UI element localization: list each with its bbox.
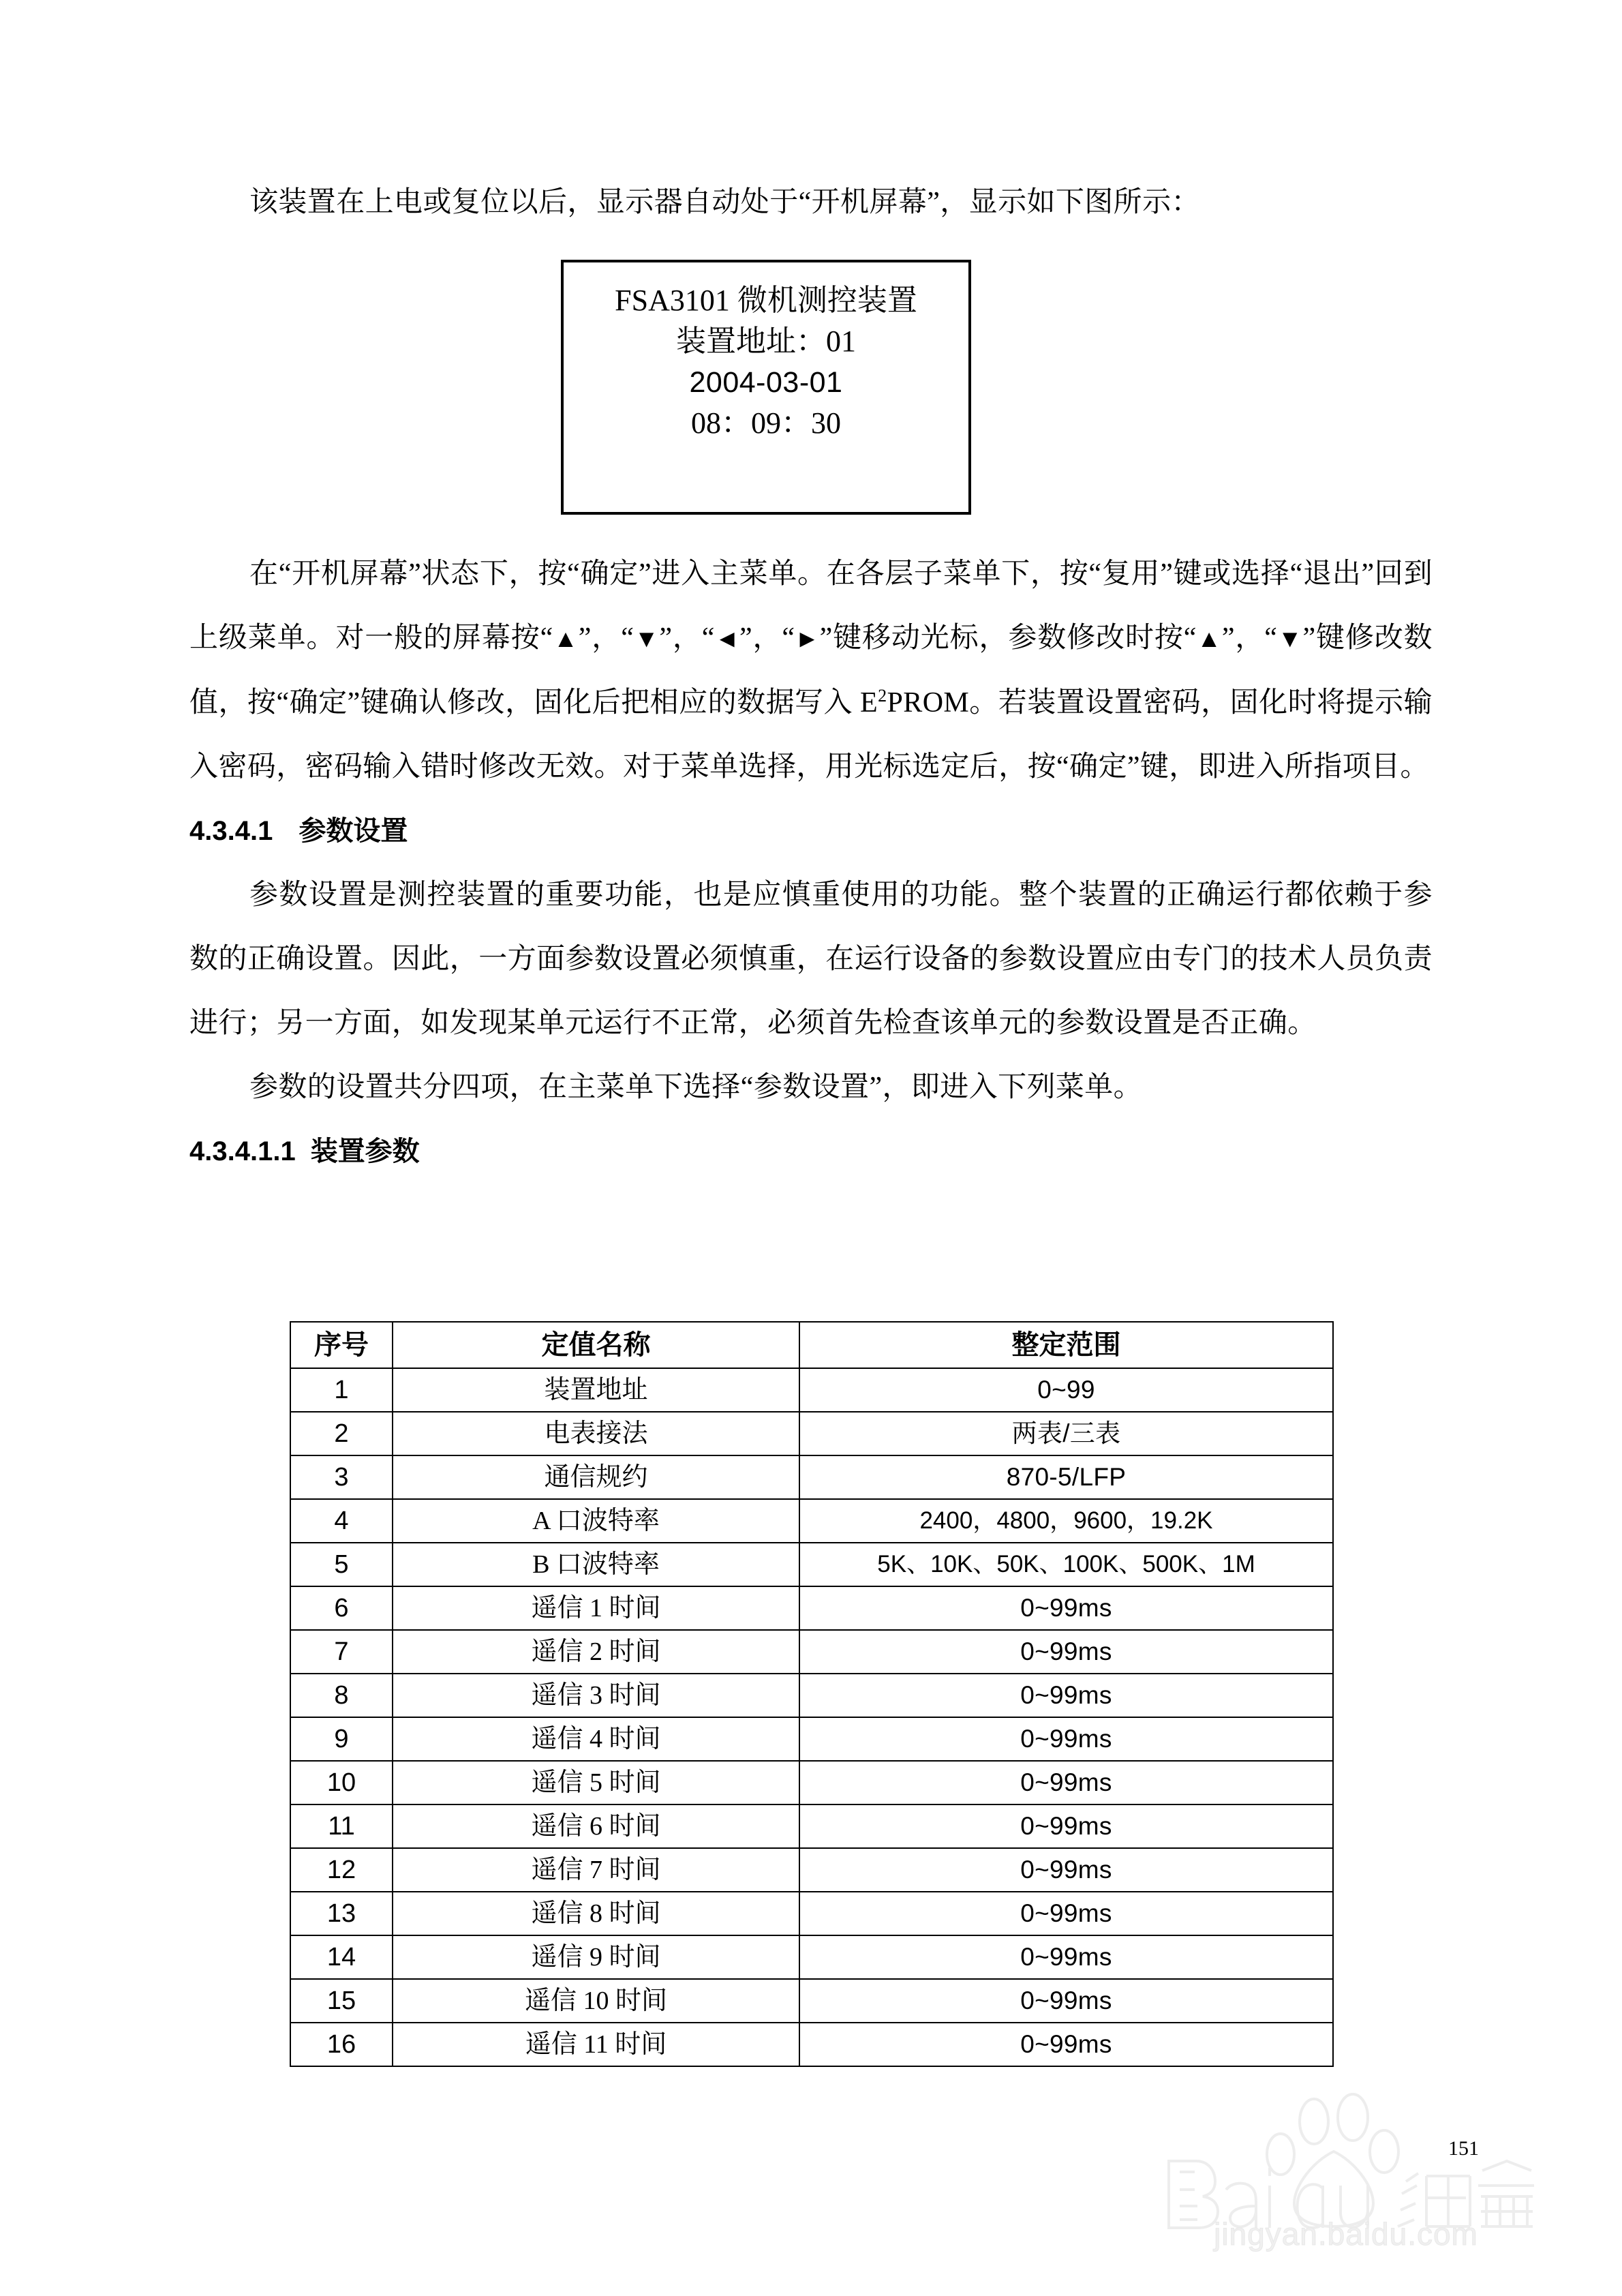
display-address-line: 装置地址：01 (676, 324, 856, 358)
cell-setting-name: 电表接法 (393, 1412, 799, 1455)
cell-setting-name: A 口波特率 (393, 1499, 799, 1543)
superscript-two: 2 (878, 686, 887, 706)
column-header-index: 序号 (290, 1322, 393, 1368)
cell-setting-name: 装置地址 (393, 1368, 799, 1412)
subheading-title: 装置参数 (310, 1136, 420, 1166)
cell-index: 2 (290, 1412, 393, 1455)
arrow-down-icon-2: ▼ (1277, 624, 1303, 652)
cell-index: 9 (290, 1717, 393, 1761)
table-row (290, 2023, 1333, 2066)
cell-index: 12 (290, 1848, 393, 1892)
cell-index: 4 (290, 1499, 393, 1543)
arrow-down-icon: ▼ (634, 624, 660, 652)
cell-setting-name: 遥信 2 时间 (393, 1630, 799, 1674)
cell-setting-range: 0~99ms (799, 1804, 1333, 1848)
op-text-5: ”键移动光标，参数修改时按“ (819, 622, 1197, 654)
device-display-figure (561, 260, 971, 515)
body-section (189, 542, 1433, 1183)
baidu-paw-logo-icon (1155, 2086, 1537, 2229)
cell-index: 7 (290, 1630, 393, 1674)
cell-setting-name: 遥信 4 时间 (393, 1717, 799, 1761)
table-row (290, 1848, 1333, 1892)
cell-setting-range: 5K、10K、50K、100K、500K、1M (799, 1543, 1333, 1586)
display-date-line: 2004-03-01 (689, 366, 843, 399)
table-row (290, 1761, 1333, 1804)
op-text-2: ”，“ (578, 622, 634, 654)
cell-setting-name: B 口波特率 (393, 1543, 799, 1586)
table-row (290, 1543, 1333, 1586)
table-row (290, 1368, 1333, 1412)
operation-paragraph (189, 542, 1433, 799)
cell-setting-range: 0~99ms (799, 1761, 1333, 1804)
cell-setting-name: 遥信 3 时间 (393, 1674, 799, 1717)
cell-setting-name: 遥信 8 时间 (393, 1892, 799, 1935)
table-header-row (290, 1322, 1333, 1368)
table-body (290, 1368, 1333, 2066)
cell-setting-range: 0~99ms (799, 2023, 1333, 2066)
table-row (290, 1674, 1333, 1717)
cell-setting-name: 通信规约 (393, 1455, 799, 1499)
arrow-up-icon-2: ▲ (1196, 624, 1222, 652)
cell-setting-range: 0~99ms (799, 1848, 1333, 1892)
cell-setting-name: 遥信 11 时间 (393, 2023, 799, 2066)
display-time-line: 08：09：30 (691, 406, 841, 440)
cell-index: 16 (290, 2023, 393, 2066)
document-content (189, 170, 1433, 235)
cell-index: 15 (290, 1979, 393, 2023)
op-text-6: ”，“ (1221, 622, 1278, 654)
cell-setting-range: 0~99ms (799, 1979, 1333, 2023)
cell-index: 5 (290, 1543, 393, 1586)
intro-paragraph: 该装置在上电或复位以后，显示器自动处于“开机屏幕”，显示如下图所示： (249, 187, 1200, 218)
device-parameter-table-wrapper (290, 1321, 1332, 2067)
heading-title: 参数设置 (299, 816, 408, 846)
column-header-name: 定值名称 (393, 1322, 799, 1368)
table-row (290, 1412, 1333, 1455)
cell-setting-range: 0~99 (799, 1368, 1333, 1412)
table-row (290, 1892, 1333, 1935)
op-text-4: ”，“ (739, 622, 795, 654)
cell-index: 14 (290, 1935, 393, 1979)
cell-setting-name: 遥信 7 时间 (393, 1848, 799, 1892)
display-title-line: FSA3101 微机测控装置 (615, 284, 917, 317)
subheading-number: 4.3.4.1.1 (189, 1136, 296, 1166)
cell-setting-range: 0~99ms (799, 1674, 1333, 1717)
cell-setting-name: 遥信 10 时间 (393, 1979, 799, 2023)
heading-number: 4.3.4.1 (189, 816, 273, 846)
table-row (290, 1586, 1333, 1630)
cell-setting-range: 0~99ms (799, 1935, 1333, 1979)
arrow-right-icon: ► (795, 624, 820, 652)
cell-index: 1 (290, 1368, 393, 1412)
cell-setting-range: 2400，4800，9600，19.2K (799, 1499, 1333, 1543)
section-paragraph-1: 参数设置是测控装置的重要功能，也是应慎重使用的功能。整个装置的正确运行都依赖于参数的正确设置。因此，一方面参数设置必须慎重，在运行设备的参数设置应由专门的技术人员负责进行；另一方面，如发现某单元运行不正常，必须首先检查该单元的参数设置是否正确。 (189, 879, 1433, 1039)
table-row (290, 1935, 1333, 1979)
cell-setting-range: 0~99ms (799, 1717, 1333, 1761)
arrow-up-icon: ▲ (553, 624, 579, 652)
cell-setting-name: 遥信 6 时间 (393, 1804, 799, 1848)
op-text-3: ”，“ (659, 622, 715, 654)
cell-index: 11 (290, 1804, 393, 1848)
cell-index: 3 (290, 1455, 393, 1499)
watermark-url: jingyan.baidu.com (1214, 2216, 1478, 2252)
cell-index: 13 (290, 1892, 393, 1935)
device-parameter-table (290, 1321, 1334, 2067)
section-paragraph-2: 参数的设置共分四项，在主菜单下选择“参数设置”，即进入下列菜单。 (249, 1072, 1143, 1103)
baidu-jingyan-watermark (1155, 2086, 1537, 2256)
cell-setting-name: 遥信 5 时间 (393, 1761, 799, 1804)
cell-setting-range: 0~99ms (799, 1630, 1333, 1674)
page-number: 151 (1448, 2137, 1479, 2160)
op-text-8: PROM。若装置设置密码，固化时将提示输入密码，密码输入错时修改无效。对于菜单选择，用光标选定后，按“确定”键，即进入所指项目。 (189, 687, 1433, 783)
cell-setting-name: 遥信 1 时间 (393, 1586, 799, 1630)
cell-index: 10 (290, 1761, 393, 1804)
cell-index: 6 (290, 1586, 393, 1630)
table-row (290, 1499, 1333, 1543)
cell-setting-name: 遥信 9 时间 (393, 1935, 799, 1979)
cell-index: 8 (290, 1674, 393, 1717)
table-row (290, 1717, 1333, 1761)
cell-setting-range: 0~99ms (799, 1892, 1333, 1935)
cell-setting-range: 870-5/LFP (799, 1455, 1333, 1499)
op-text-1: 在“开机屏幕”状态下，按“确定”进入主菜单。在各层子菜单下，按“复用”键或选择“退出”回到上级菜单。对一般的屏幕按“ (189, 558, 1433, 654)
heading-4-3-4-1 (189, 799, 1433, 863)
cell-setting-range: 两表/三表 (799, 1412, 1333, 1455)
heading-4-3-4-1-1 (189, 1119, 1433, 1183)
cell-setting-range: 0~99ms (799, 1586, 1333, 1630)
column-header-range: 整定范围 (799, 1322, 1333, 1368)
arrow-left-icon: ◄ (714, 624, 739, 652)
table-row (290, 1979, 1333, 2023)
table-row (290, 1455, 1333, 1499)
table-row (290, 1804, 1333, 1848)
op-text-7: ”键修改数值，按“确定”键确认修改，固化后把相应的数据写入 E (189, 622, 1433, 719)
table-row (290, 1630, 1333, 1674)
